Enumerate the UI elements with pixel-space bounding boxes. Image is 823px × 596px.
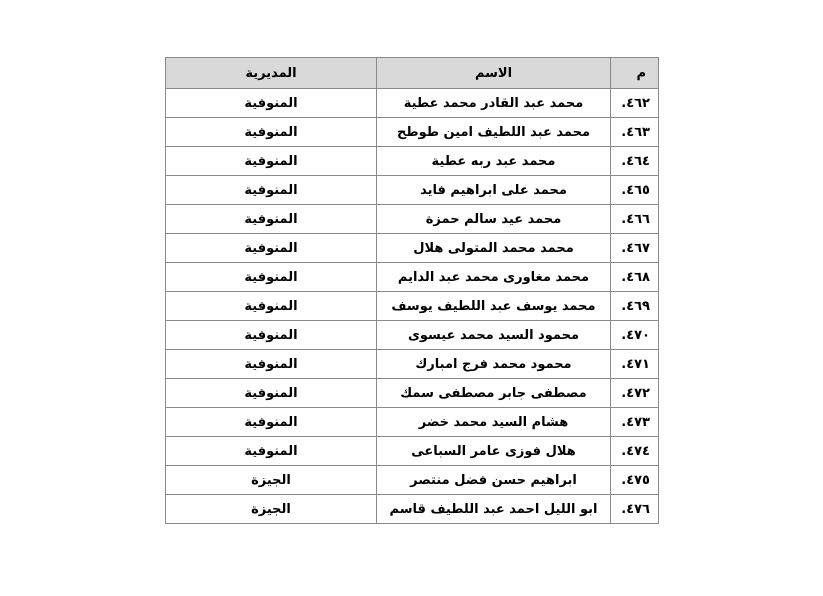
row-directorate: المنوفية — [166, 350, 377, 379]
names-table — [165, 57, 659, 524]
row-directorate: المنوفية — [166, 437, 377, 466]
table-body — [166, 89, 659, 524]
row-directorate: المنوفية — [166, 263, 377, 292]
row-name: محمد محمد المتولى هلال — [377, 234, 611, 263]
row-name: مصطفى جابر مصطفى سمك — [377, 379, 611, 408]
row-name: محمد على ابراهيم فايد — [377, 176, 611, 205]
row-name: محمود السيد محمد عيسوى — [377, 321, 611, 350]
row-name: محمد عبد اللطيف امين طوطح — [377, 118, 611, 147]
row-name: هشام السيد محمد خضر — [377, 408, 611, 437]
row-directorate: المنوفية — [166, 292, 377, 321]
row-directorate: المنوفية — [166, 118, 377, 147]
header-row — [166, 58, 659, 89]
row-number: ٤٦٧. — [611, 234, 659, 263]
header-directorate: المديرية — [166, 58, 377, 89]
table-row — [166, 205, 659, 234]
row-directorate: المنوفية — [166, 234, 377, 263]
row-number: ٤٦٥. — [611, 176, 659, 205]
table-row — [166, 379, 659, 408]
table-row — [166, 321, 659, 350]
row-name: محمد عيد سالم حمزة — [377, 205, 611, 234]
header-name: الاسم — [377, 58, 611, 89]
row-number: ٤٦٩. — [611, 292, 659, 321]
table-row — [166, 408, 659, 437]
row-name: محمد عبد ربه عطية — [377, 147, 611, 176]
row-name: محمد مغاورى محمد عبد الدايم — [377, 263, 611, 292]
table-row — [166, 89, 659, 118]
row-number: ٤٧١. — [611, 350, 659, 379]
row-name: ابو الليل احمد عبد اللطيف قاسم — [377, 495, 611, 524]
table-row — [166, 466, 659, 495]
table-row — [166, 147, 659, 176]
row-number: ٤٧٥. — [611, 466, 659, 495]
row-number: ٤٧٣. — [611, 408, 659, 437]
row-name: محمد يوسف عبد اللطيف يوسف — [377, 292, 611, 321]
row-directorate: المنوفية — [166, 379, 377, 408]
row-directorate: المنوفية — [166, 89, 377, 118]
table-row — [166, 234, 659, 263]
header-number: م — [611, 58, 659, 89]
row-number: ٤٧٤. — [611, 437, 659, 466]
row-number: ٤٦٨. — [611, 263, 659, 292]
row-directorate: المنوفية — [166, 176, 377, 205]
table-row — [166, 176, 659, 205]
row-number: ٤٧٠. — [611, 321, 659, 350]
row-number: ٤٦٤. — [611, 147, 659, 176]
table-row — [166, 495, 659, 524]
row-directorate: المنوفية — [166, 321, 377, 350]
row-number: ٤٦٣. — [611, 118, 659, 147]
row-directorate: المنوفية — [166, 147, 377, 176]
row-name: محمود محمد فرج امبارك — [377, 350, 611, 379]
row-directorate: المنوفية — [166, 205, 377, 234]
row-number: ٤٧٦. — [611, 495, 659, 524]
row-number: ٤٦٢. — [611, 89, 659, 118]
row-directorate: الجيزة — [166, 466, 377, 495]
row-number: ٤٧٢. — [611, 379, 659, 408]
table-row — [166, 263, 659, 292]
row-directorate: الجيزة — [166, 495, 377, 524]
table-row — [166, 118, 659, 147]
row-directorate: المنوفية — [166, 408, 377, 437]
row-name: ابراهيم حسن فضل منتصر — [377, 466, 611, 495]
row-number: ٤٦٦. — [611, 205, 659, 234]
row-name: محمد عبد القادر محمد عطية — [377, 89, 611, 118]
table-row — [166, 437, 659, 466]
row-name: هلال فوزى عامر السباعى — [377, 437, 611, 466]
table-row — [166, 350, 659, 379]
table-header — [166, 58, 659, 89]
table-row — [166, 292, 659, 321]
